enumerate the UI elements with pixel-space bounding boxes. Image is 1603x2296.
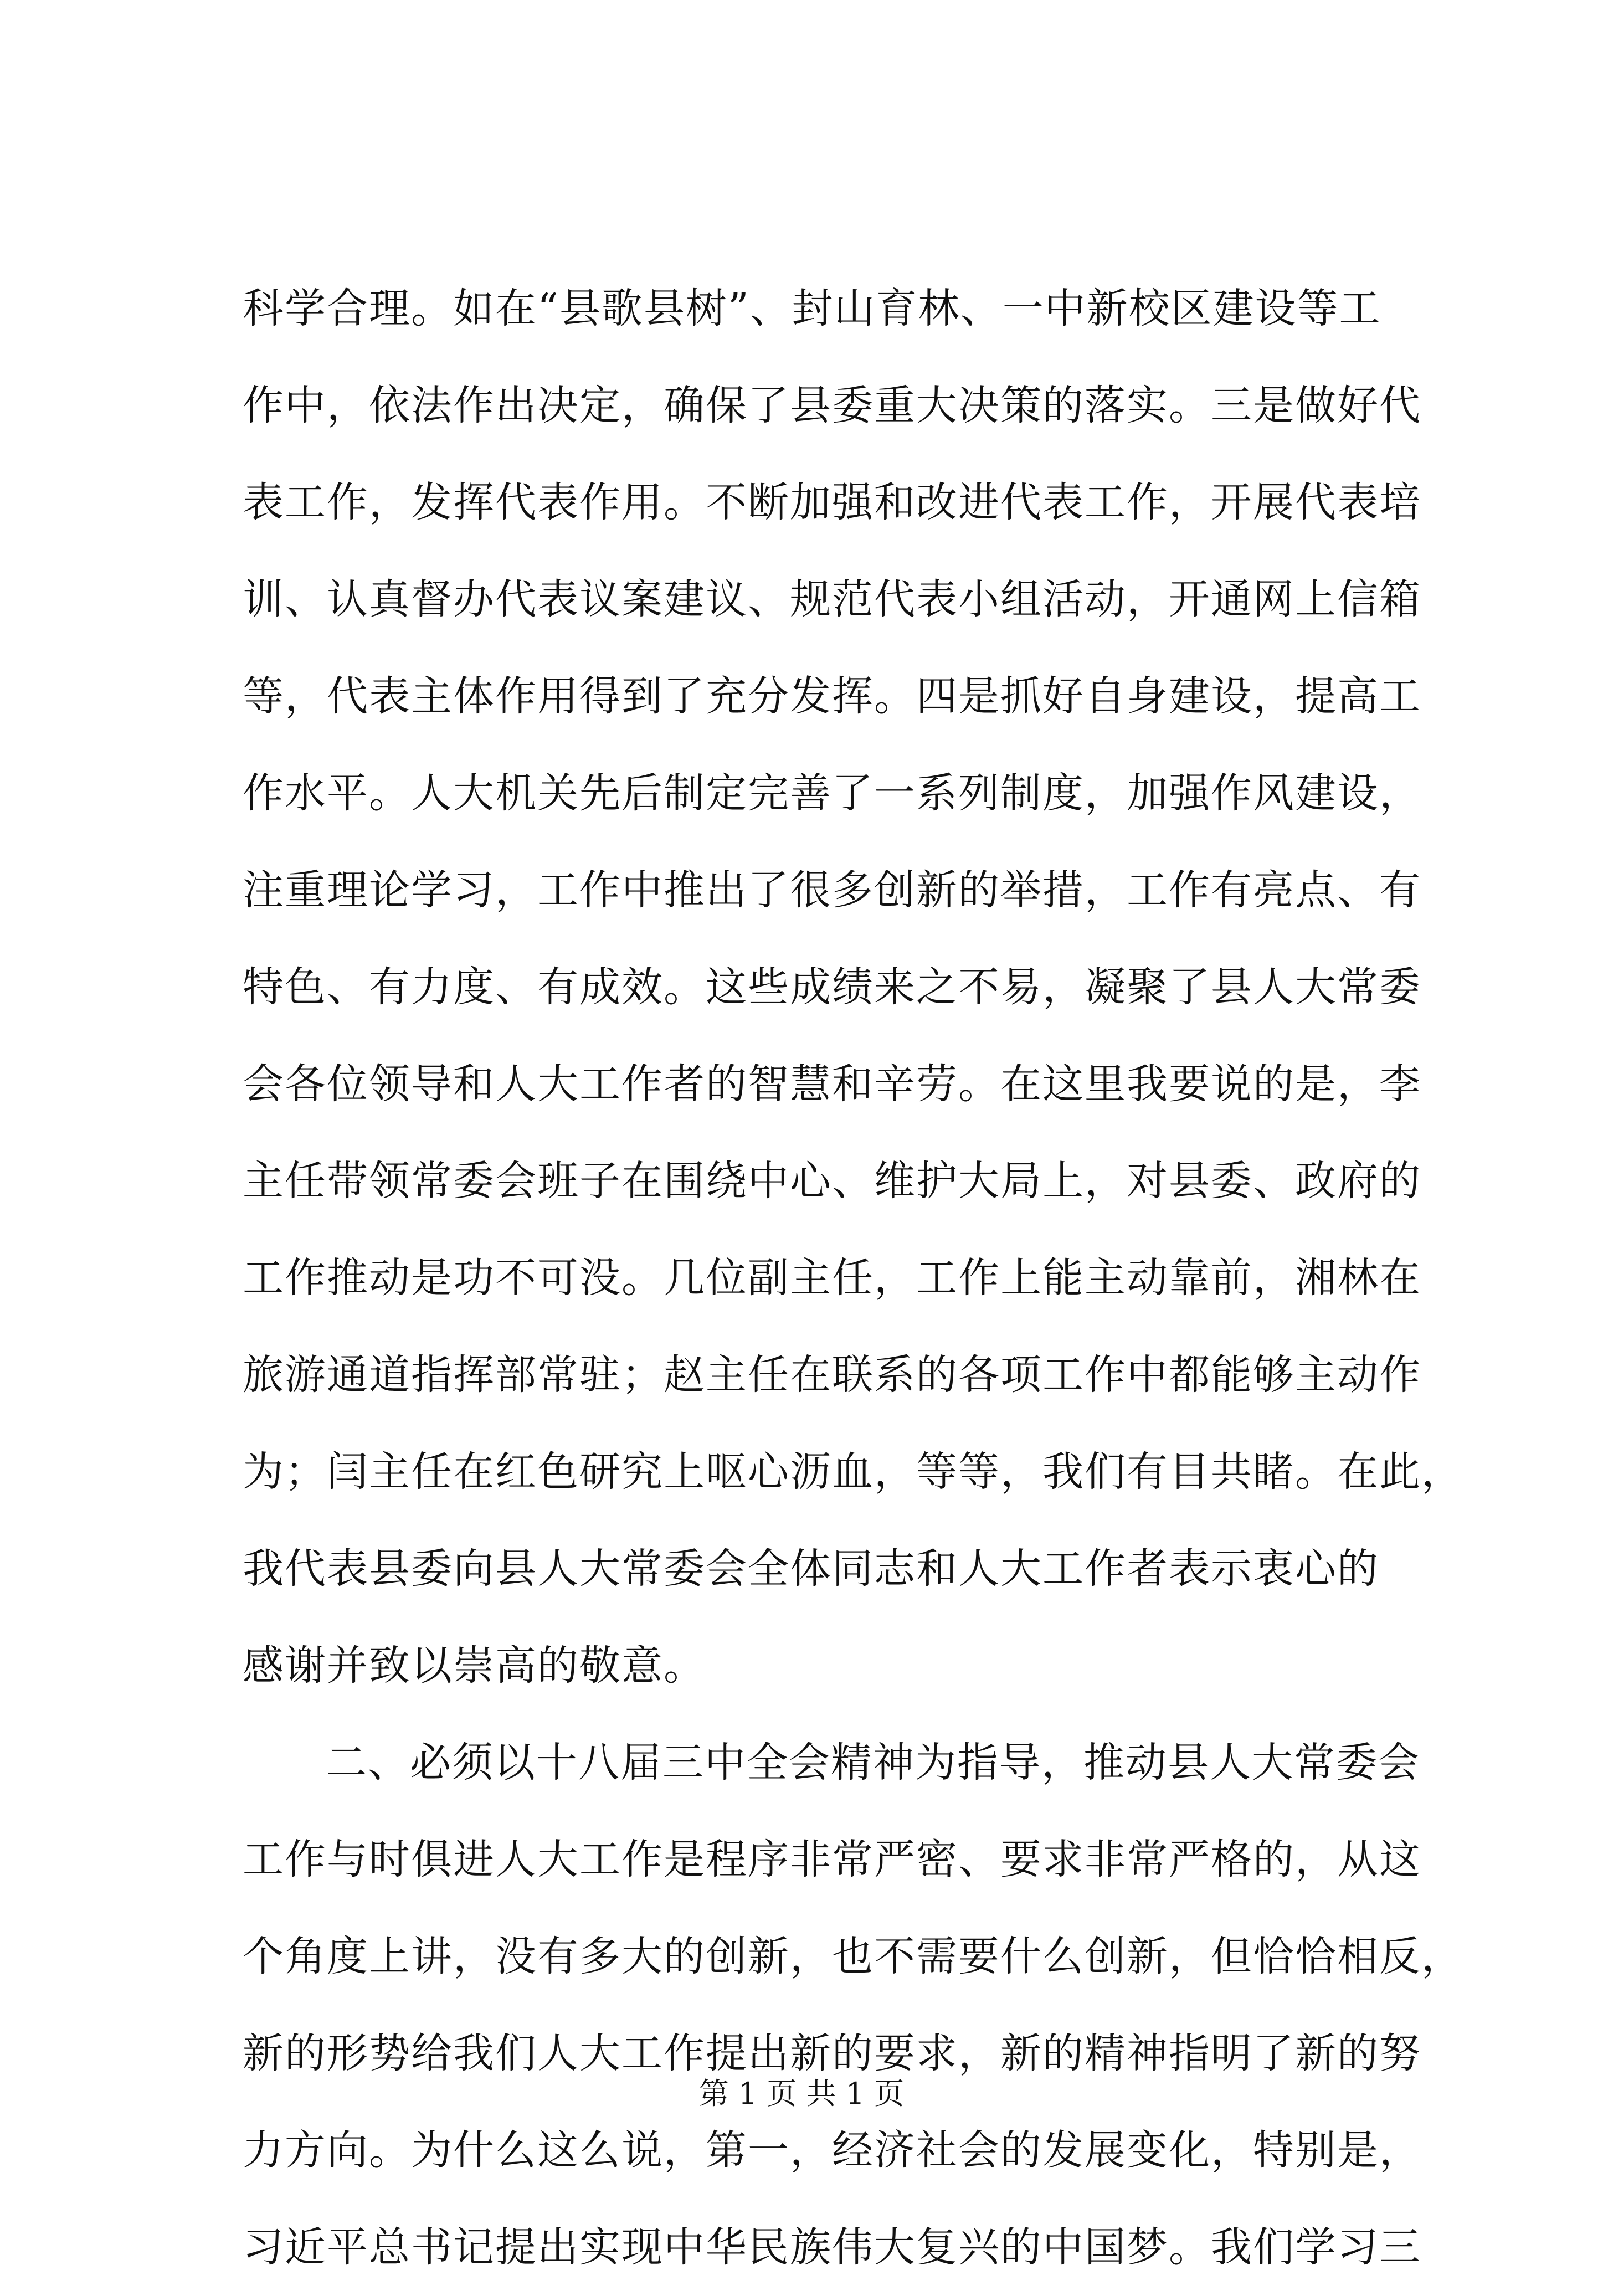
text-line: 个角度上讲，没有多大的创新，也不需要什么创新，但恰恰相反， (243, 1933, 1463, 1980)
text-line: 新的形势给我们人大工作提出新的要求，新的精神指明了新的努 (243, 2030, 1421, 2077)
text-line: 注重理论学习，工作中推出了很多创新的举措，工作有亮点、有 (243, 866, 1421, 914)
text-line: 会各位领导和人大工作者的智慧和辛劳。在这里我要说的是，李 (243, 1060, 1421, 1108)
text-line: 科学合理。如在“县歌县树”、封山育林、一中新校区建设等工 (243, 285, 1381, 332)
document-body (243, 260, 1463, 2296)
text-line: 工作与时俱进人大工作是程序非常严密、要求非常严格的，从这 (243, 1836, 1421, 1883)
text-line: 工作推动是功不可没。几位副主任，工作上能主动靠前，湘林在 (243, 1254, 1421, 1302)
text-line: 我代表县委向县人大常委会全体同志和人大工作者表示衷心的 (243, 1545, 1379, 1593)
text-line: 等，代表主体作用得到了充分发挥。四是抓好自身建设，提高工 (243, 672, 1421, 720)
page-footer: 第 1 页 共 1 页 (698, 2076, 905, 2111)
text-line: 感谢并致以崇高的敬意。 (243, 1642, 706, 1689)
text-line: 为；闫主任在红色研究上呕心沥血，等等，我们有目共睹。在此， (243, 1448, 1463, 1496)
text-line: 作中，依法作出决定，确保了县委重大决策的落实。三是做好代 (243, 382, 1421, 429)
text-line: 力方向。为什么这么说，第一，经济社会的发展变化，特别是， (243, 2127, 1421, 2174)
text-line: 特色、有力度、有成效。这些成绩来之不易，凝聚了县人大常委 (243, 963, 1421, 1011)
text-line: 旅游通道指挥部常驻；赵主任在联系的各项工作中都能够主动作 (243, 1351, 1421, 1399)
section-heading-line: 二、必须以十八届三中全会精神为指导，推动县人大常委会 (326, 1739, 1420, 1786)
text-line: 表工作，发挥代表作用。不断加强和改进代表工作，开展代表培 (243, 479, 1421, 526)
text-line: 习近平总书记提出实现中华民族伟大复兴的中国梦。我们学习三 (243, 2223, 1421, 2271)
text-line: 训、认真督办代表议案建议、规范代表小组活动，开通网上信箱 (243, 576, 1421, 623)
text-line: 主任带领常委会班子在围绕中心、维护大局上，对县委、政府的 (243, 1157, 1421, 1205)
text-line: 作水平。人大机关先后制定完善了一系列制度，加强作风建设， (243, 769, 1421, 817)
